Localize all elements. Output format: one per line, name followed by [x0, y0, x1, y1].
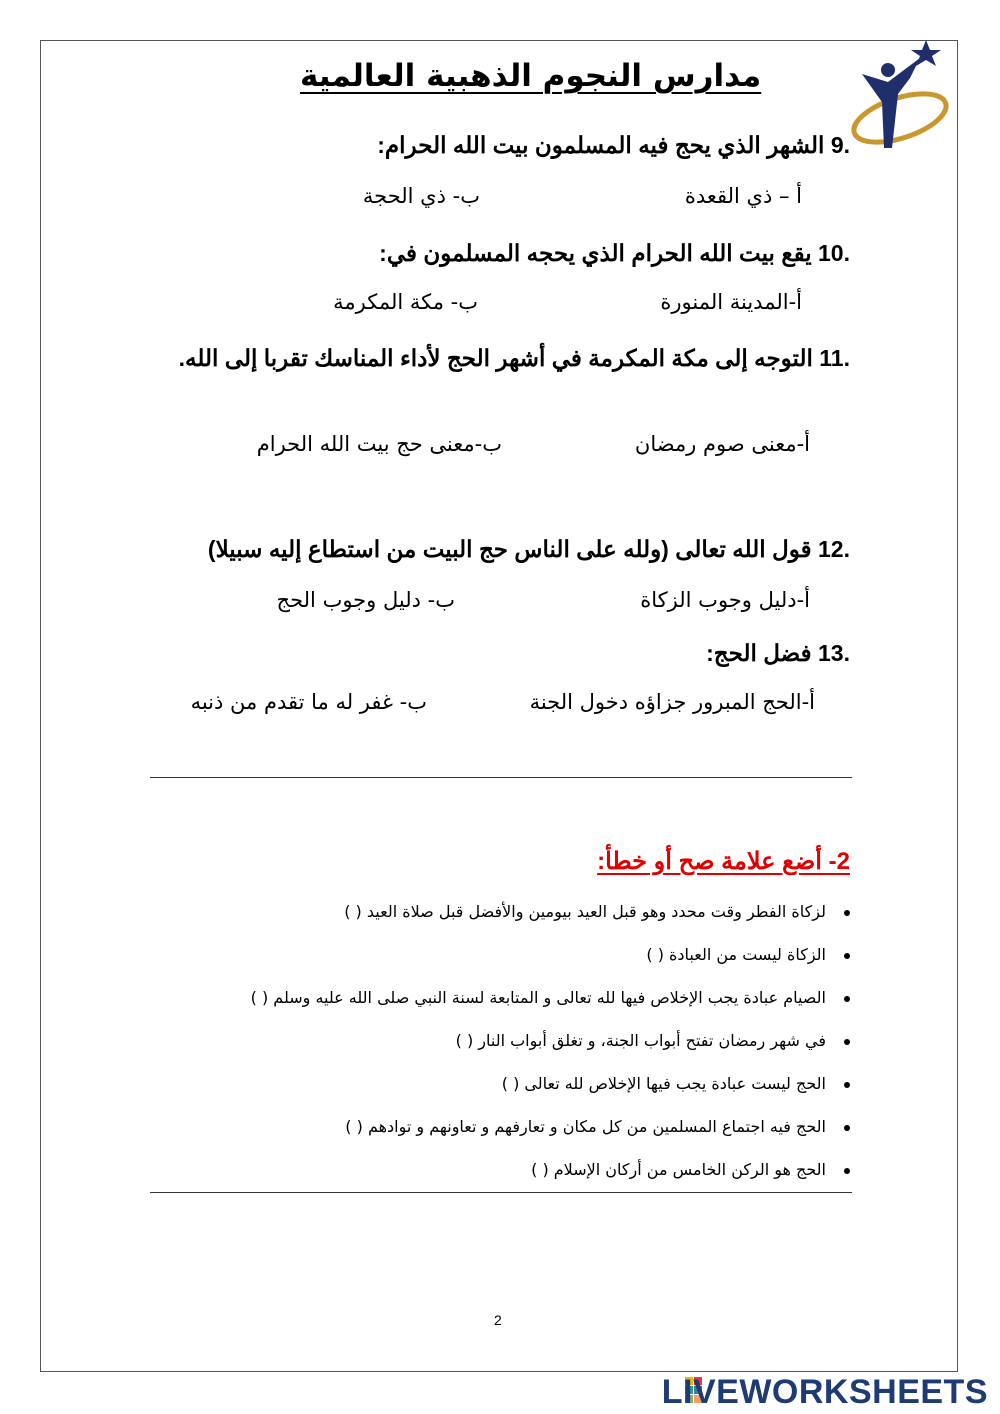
question-number: 10. [818, 240, 850, 266]
option-b[interactable]: ب- ذي الحجة [362, 184, 480, 208]
bullet-icon [844, 910, 850, 916]
option-b[interactable]: ب- دليل وجوب الحج [276, 588, 455, 612]
list-item[interactable]: الحج فيه اجتماع المسلمين من كل مكان و تعارفهم و تعاونهم و توادهم ( ) [150, 1108, 850, 1151]
question-number: 13. [818, 640, 850, 666]
question-11 [175, 338, 850, 378]
bullet-icon [844, 1125, 850, 1131]
bullet-icon [844, 996, 850, 1002]
question-9 [377, 132, 850, 159]
list-item[interactable]: الصيام عبادة يجب الإخلاص فيها لله تعالى و المتابعة لسنة النبي صلى الله عليه وسلم ( ) [150, 979, 850, 1022]
option-b[interactable]: ب-معنى حج بيت الله الحرام [256, 432, 502, 456]
list-item[interactable]: لزكاة الفطر وقت محدد وهو قبل العيد بيومين والأفضل قبل صلاة العيد ( ) [150, 893, 850, 936]
bullet-icon [844, 1168, 850, 1174]
page-number: 2 [494, 1312, 502, 1328]
list-item[interactable]: في شهر رمضان تفتح أبواب الجنة، و تغلق أبواب النار ( ) [150, 1022, 850, 1065]
question-text: يقع بيت الله الحرام الذي يحجه المسلمون في: [379, 240, 812, 266]
option-a[interactable]: أ-دليل وجوب الزكاة [640, 588, 810, 612]
list-item[interactable]: الحج ليست عبادة يجب فيها الإخلاص لله تعالى ( ) [150, 1065, 850, 1108]
question-text: قول الله تعالى (ولله على الناس حج البيت من استطاع إليه سبيلا) [207, 536, 812, 562]
bullet-icon [844, 1039, 850, 1045]
star-figure-logo-icon [848, 36, 952, 164]
question-12 [208, 536, 850, 563]
true-false-list [150, 893, 850, 1194]
option-b[interactable]: ب- غفر له ما تقدم من ذنبه [190, 690, 427, 714]
question-number: 12. [818, 536, 850, 562]
option-a[interactable]: أ-الحج المبرور جزاؤه دخول الجنة [529, 690, 815, 714]
option-a[interactable]: أ – ذي القعدة [684, 184, 802, 208]
liveworksheets-brand[interactable]: LIVEWORKSHEETS [661, 1373, 988, 1411]
divider [150, 1192, 852, 1193]
question-text: التوجه إلى مكة المكرمة في أشهر الحج لأداء المناسك تقربا إلى الله. [178, 345, 813, 371]
option-a[interactable]: أ-معنى صوم رمضان [634, 432, 810, 456]
list-item[interactable]: الحج هو الركن الخامس من أركان الإسلام ( ) [150, 1151, 850, 1194]
question-text: الشهر الذي يحج فيه المسلمون بيت الله الحرام: [377, 132, 825, 158]
divider [150, 777, 852, 778]
question-text: فضل الحج: [706, 640, 812, 666]
question-number: 11. [819, 345, 850, 371]
option-b[interactable]: ب- مكة المكرمة [333, 290, 478, 314]
bullet-icon [844, 953, 850, 959]
option-a[interactable]: أ-المدينة المنورة [660, 290, 802, 314]
question-number: 9. [830, 132, 850, 158]
section-2-title: 2- أضع علامة صح أو خطأ: [597, 848, 850, 875]
list-item[interactable]: الزكاة ليست من العبادة ( ) [150, 936, 850, 979]
bullet-icon [844, 1082, 850, 1088]
page-title: مدارس النجوم الذهبية العالمية [300, 58, 762, 94]
question-13 [706, 640, 850, 667]
question-10 [379, 240, 850, 267]
